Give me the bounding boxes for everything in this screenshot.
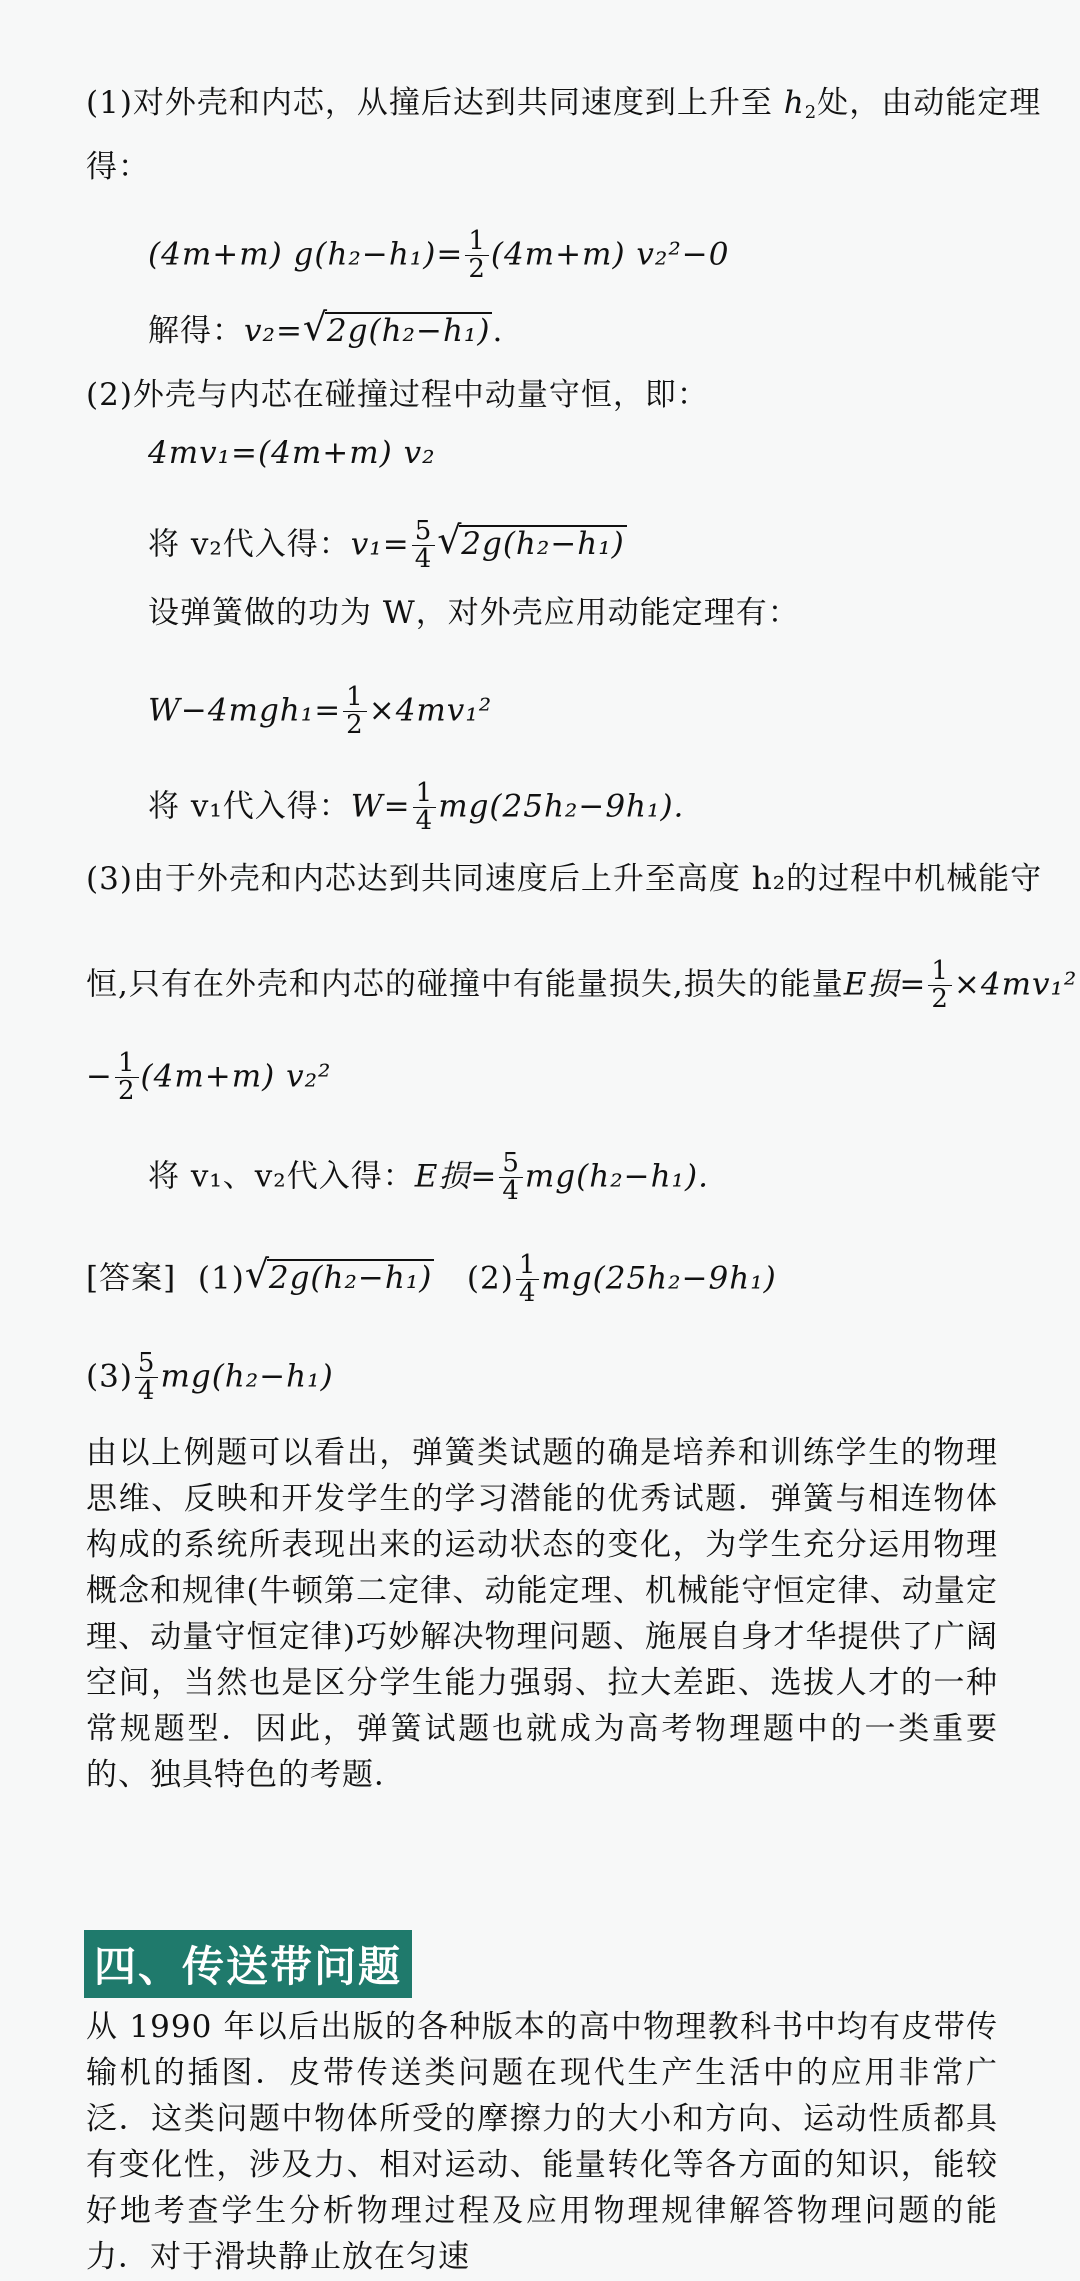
fraction-5-4: $\frac{5}{4}$ xyxy=(499,1150,523,1206)
part1-intro-line1: (1)对外壳和内芯，从撞后达到共同速度到上升至 $h_2$处，由动能定理 xyxy=(86,85,1042,123)
w-solution: 将 v₁代入得：W= $\frac{1}{4}$ mg(25h₂−9h₁). xyxy=(148,778,685,837)
fraction-quarter: $\frac{1}{4}$ xyxy=(516,1252,540,1308)
work-equation: W−4mgh₁= $\frac{1}{2}$ ×4mv₁² xyxy=(148,682,493,741)
fraction-quarter: $\frac{1}{4}$ xyxy=(413,780,437,836)
part3-line2: 恒,只有在外壳和内芯的碰撞中有能量损失,损失的能量E损= $\frac{1}{2}$ ×4mv₁² xyxy=(86,956,1078,1015)
v1-solution: 将 v₂代入得：v₁= $\frac{5}{4}$ √ 2g(h₂−h₁) xyxy=(148,516,625,575)
part1-intro-line2: 得： xyxy=(86,149,150,185)
e-loss-solution: 将 v₁、v₂代入得：E损= $\frac{5}{4}$ mg(h₂−h₁). xyxy=(148,1148,709,1207)
answer3-line: (3) $\frac{5}{4}$ mg(h₂−h₁) xyxy=(86,1348,334,1407)
section-heading: 四、传送带问题 xyxy=(84,1930,412,1998)
v2-solution: 解得：v₂= √ 2g(h₂−h₁). xyxy=(148,305,504,349)
fraction-half: $\frac{1}{2}$ xyxy=(928,958,952,1014)
fraction-5-4: $\frac{5}{4}$ xyxy=(412,518,436,574)
momentum-equation: 4mv₁=(4m+m) v₂ xyxy=(148,435,436,471)
spring-work-intro: 设弹簧做的功为 W，对外壳应用动能定理有： xyxy=(148,595,800,631)
fraction-half: $\frac{1}{2}$ xyxy=(115,1050,139,1106)
answer-line: [答案] (1) √ 2g(h₂−h₁) (2) $\frac{1}{4}$ mg(25h₂−9h₁) xyxy=(86,1250,777,1309)
part2-intro: (2)外壳与内芯在碰撞过程中动量守恒，即： xyxy=(86,377,709,413)
part3-line1: (3)由于外壳和内芯达到共同速度后上升至高度 h₂的过程中机械能守 xyxy=(86,861,1043,897)
fraction-5-4: $\frac{5}{4}$ xyxy=(135,1350,159,1406)
summary-paragraph: 由以上例题可以看出，弹簧类试题的确是培养和训练学生的物理思维、反映和开发学生的学习潜能的优秀试题．弹簧与相连物体构成的系统所表现出来的运动状态的变化，为学生充分运用物理概念和规律(牛顿第二定律、动能定理、机械能守恒定律、动量定理、动量守恒定律)巧妙解决物理问题、施展自身才华提供了广阔空间，当然也是区分学生能力强弱、拉大差距、选拔人才的一种常规题型．因此，弹簧试题也就成为高考物理题中的一类重要的、独具特色的考题． xyxy=(86,1435,998,1793)
section-paragraph: 从 1990 年以后出版的各种版本的高中物理教科书中均有皮带传输机的插图．皮带传送类问题在现代生产生活中的应用非常广泛．这类问题中物体所受的摩擦力的大小和方向、运动性质都具有变化性，涉及力、相对运动、能量转化等各方面的知识，能较好地考查学生分析物理过程及应用物理规律解答物理问题的能力．对于滑块静止放在匀速 xyxy=(86,2009,998,2275)
energy-equation: (4m+m) g(h₂−h₁)= $\frac{1}{2}$ (4m+m) v₂²−0 xyxy=(148,226,730,285)
fraction-half: $\frac{1}{2}$ xyxy=(343,684,367,740)
fraction-half: $\frac{1}{2}$ xyxy=(465,228,489,284)
part3-line3: − $\frac{1}{2}$ (4m+m) v₂² xyxy=(86,1048,332,1107)
